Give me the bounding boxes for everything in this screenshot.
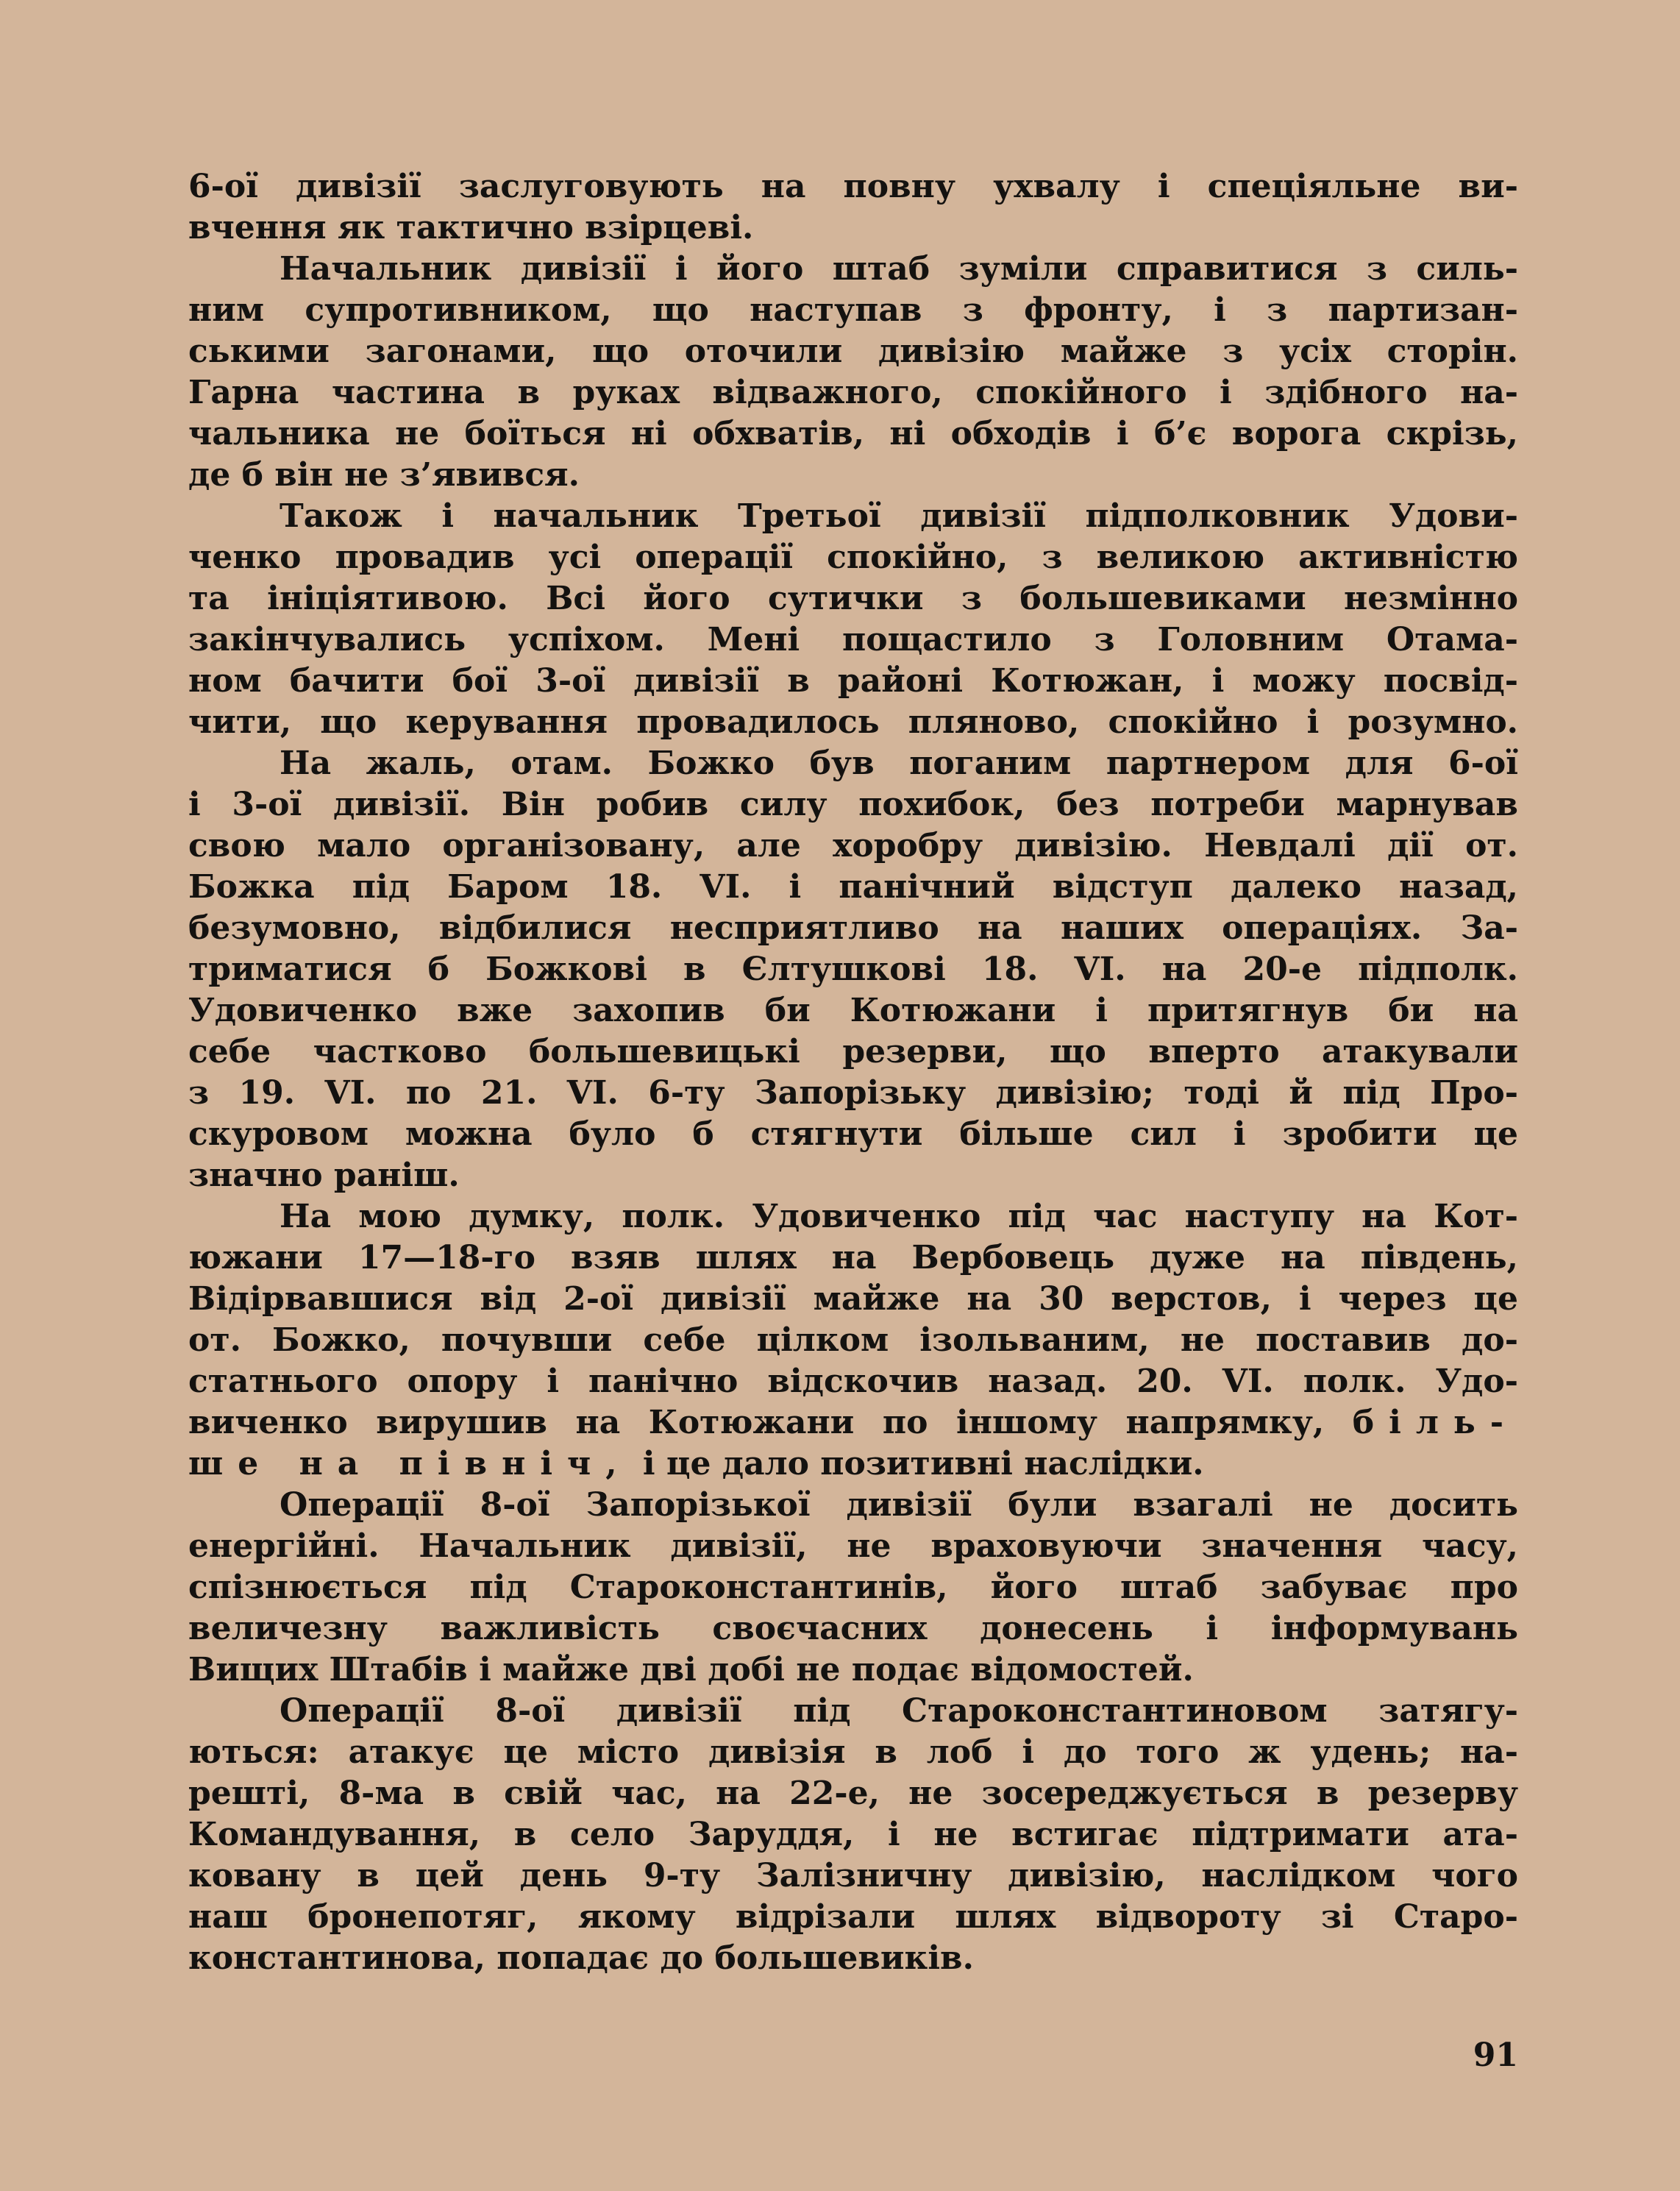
text-line: і 3-ої дивізії. Він робив силу похибок, без потреби марнував [188, 786, 1518, 823]
text-line: наш бронепотяг, якому відрізали шлях відвороту зі Старо- [188, 1898, 1518, 1936]
text-line: закінчувались успіхом. Мені пощастило з Головним Отама- [188, 621, 1518, 658]
text-line: чальника не боїться ні обхватів, ні обходів і б’є ворога скрізь, [188, 415, 1518, 452]
text-line: чити, що керування провадилось пляново, спокійно і розумно. [188, 703, 1518, 741]
text-line: ковану в цей день 9-ту Залізничну дивізію, наслідком чого [188, 1857, 1518, 1895]
text-line: 6-ої дивізії заслуговують на повну ухвалу і спеціяльне ви- [188, 168, 1518, 205]
text-line: ються: атакує це місто дивізія в лоб і до того ж удень; на- [188, 1733, 1518, 1771]
text-line: южани 17—18-го взяв шлях на Вербовець дуже на південь, [188, 1239, 1518, 1276]
paragraph-start-line: На жаль, отам. Божко був поганим партнером для 6-ої [280, 745, 1518, 782]
text-line: ним супротивником, що наступав з фронту, і з партизан- [188, 291, 1518, 329]
text-line: вчення як тактично взірцеві. [188, 209, 754, 246]
text-line: Вищих Штабів і майже дві добі не подає відомостей. [188, 1651, 1194, 1688]
text-line: величезну важливість своєчасних донесень і інформувань [188, 1610, 1518, 1647]
text-line: себе частково большевицькі резерви, що вперто атакували [188, 1033, 1518, 1070]
text-line: спізнюється під Староконстантинів, його штаб забуває про [188, 1569, 1518, 1606]
text-line [188, 1402, 1518, 1443]
text-line: Командування, в село Заруддя, і не встигає підтримати ата- [188, 1816, 1518, 1853]
text-line: константинова, попадає до большевиків. [188, 1939, 974, 1977]
page-number: 91 [1473, 2036, 1518, 2074]
text-line: Божка під Баром 18. VI. і панічний відступ далеко назад, [188, 868, 1518, 906]
text-line: от. Божко, почувши себе цілком ізольваним, не поставив до- [188, 1321, 1518, 1359]
text-line: Удовиченко вже захопив би Котюжани і притягнув би на [188, 992, 1518, 1029]
text-line [188, 1443, 1518, 1485]
text-line: де б він не з’явився. [188, 456, 580, 494]
text-line: свою мало організовану, але хоробру дивізію. Невдалі дії от. [188, 827, 1518, 864]
text-line: триматися б Божкові в Єлтушкові 18. VI. на 20-е підполк. [188, 951, 1518, 988]
text-line: решті, 8-ма в свій час, на 22-е, не зосереджується в резерву [188, 1775, 1518, 1812]
text-line: Відірвавшися від 2-ої дивізії майже на 30 верстов, і через це [188, 1280, 1518, 1318]
text-line: безумовно, відбилися несприятливо на наших операціях. За- [188, 909, 1518, 947]
text-line: ськими загонами, що оточили дивізію майже з усіх сторін. [188, 333, 1518, 370]
text-line: скуровом можна було б стягнути більше сил і зробити це [188, 1115, 1518, 1153]
paragraph-start-line: Начальник дивізії і його штаб зуміли справитися з силь- [280, 250, 1518, 288]
paragraph-start-line: Операції 8-ої Запорізької дивізії були взагалі не досить [280, 1486, 1518, 1524]
spaced-emphasis: біль- [1352, 1404, 1518, 1441]
text-line: Гарна частина в руках відважного, спокійного і здібного на- [188, 374, 1518, 411]
text-line: з 19. VI. по 21. VI. 6-ту Запорізьку дивізію; тоді й під Про- [188, 1074, 1518, 1112]
text-line: статнього опору і панічно відскочив назад. 20. VI. полк. Удо- [188, 1363, 1518, 1400]
line-text: виченко вирушив на Котюжани по іншому напрямку, [188, 1404, 1325, 1441]
paragraph-start-line: На мою думку, полк. Удовиченко під час наступу на Кот- [280, 1198, 1518, 1235]
paragraph-start-line: Також і начальник Третьої дивізії підполковник Удови- [280, 497, 1518, 535]
text-line: та ініціятивою. Всі його сутички з большевиками незмінно [188, 580, 1518, 617]
body-text [188, 166, 1518, 1979]
spaced-emphasis: ше на північ, [188, 1445, 632, 1482]
text-line: ном бачити бої 3-ої дивізії в районі Котюжан, і можу посвід- [188, 662, 1518, 700]
line-text: і це дало позитивні наслідки. [642, 1445, 1204, 1482]
text-line: енергійні. Начальник дивізії, не враховуючи значення часу, [188, 1527, 1518, 1565]
text-line: значно раніш. [188, 1157, 460, 1194]
paragraph-start-line: Операції 8-ої дивізії під Староконстантиновом затягу- [280, 1692, 1518, 1730]
text-line: ченко провадив усі операції спокійно, з великою активністю [188, 539, 1518, 576]
